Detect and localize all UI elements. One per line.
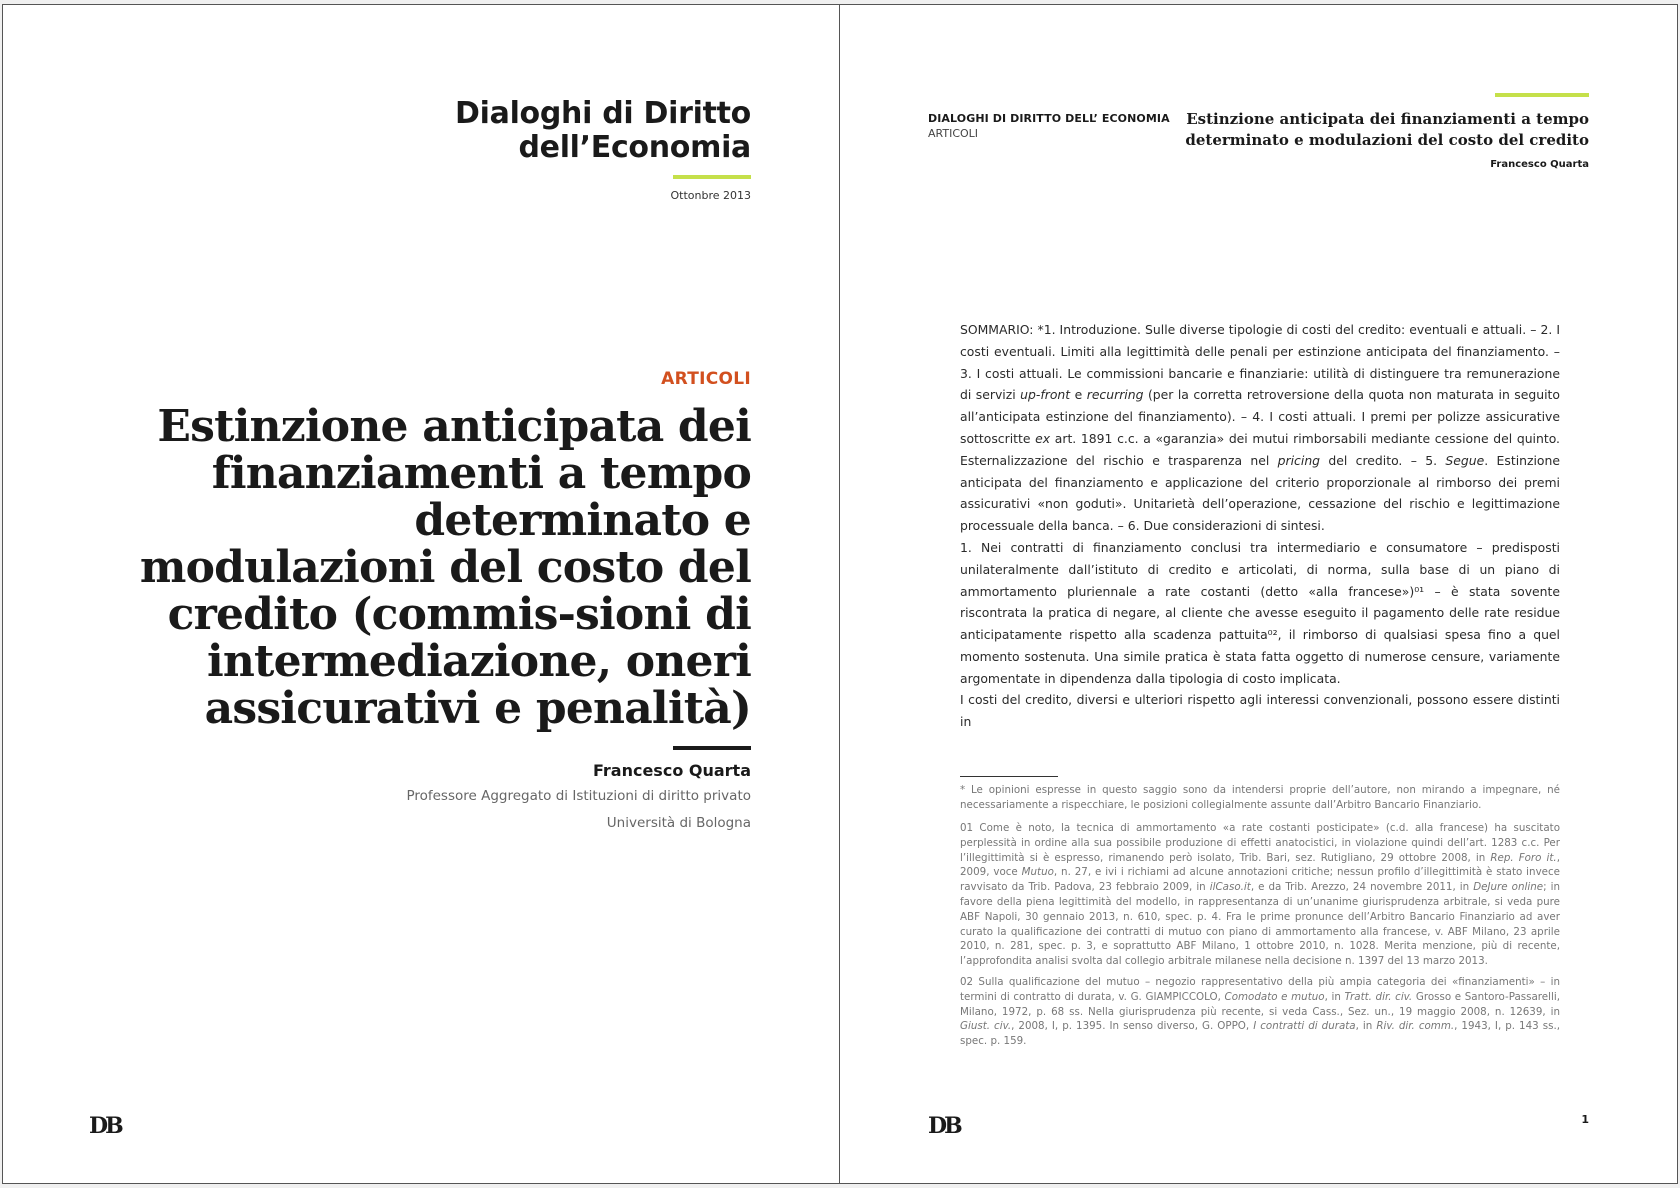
- section-label: ARTICOLI: [661, 369, 751, 389]
- running-section: ARTICOLI: [928, 127, 979, 140]
- article-title: Estinzione anticipata dei finanziamenti a tempo determinato e modulazioni del costo del credito (commis-sioni di intermediazione, oneri assicurativi e penalità): [139, 401, 751, 734]
- footnote-02: 02 Sulla qualificazione del mutuo – negozio rappresentativo della più ampia categoria dei «finanziamenti» – in termini di contratto di durata, v. G. GIAMPICCOLO, Comodato e mutuo, in Tratt. dir. civ. Grosso e Santoro-Passarelli, Milano, 1972, p. 68 ss. Nella giurisprudenza più recente, si veda Cass., Sez. un., 19 maggio 2008, n. 12639, in Giust. civ., 2008, I, p. 1395. In senso diverso, G. OPPO, I contratti di durata, in Riv. dir. comm., 1943, I, p. 143 ss., spec. p. 159.: [960, 976, 1560, 1048]
- footnote-star: * Le opinioni espresse in questo saggio sono da intendersi proprie dell’autore, non mirando a impegnare, né necessariamente a rispecchiare, le posizioni collegialmente assunte dall’Arbitro Bancario Finanziario.: [960, 784, 1560, 811]
- page-number: 1: [1581, 1113, 1589, 1126]
- author-divider: [673, 746, 751, 750]
- issue-date: Ottonbre 2013: [670, 189, 751, 202]
- author-name: Francesco Quarta: [592, 761, 751, 780]
- summary: SOMMARIO: *1. Introduzione. Sulle diverse tipologie di costi del credito: eventuali e attuali. – 2. I costi eventuali. Limiti alla legittimità delle penali per estinzione anticipata del finanziamento. – 3. I costi attuali. Le commissioni bancarie e finanziarie: utilità di distinguere tra remunerazione di servizi up-front e recurring (per la corretta retroversione della quota non maturata in seguito all’anticipata estinzione del finanziamento). – 4. I costi attuali. I premi per polizze assicurative sottoscritte ex art. 1891 c.c. a «garanzia» dei mutui rimborsabili mediante cessione del quinto. Esternalizzazione del rischio e trasparenza nel pricing del credito. – 5. Segue. Estinzione anticipata del finanziamento e applicazione del criterio proporzionale al rimborso dei premi assicurativi «non goduti». Unitarietà dell’operazione, cessazione del rischio e legittimazione processuale della banca. – 6. Due considerazioni di sintesi.: [960, 322, 1560, 534]
- db-logo: DB: [928, 1113, 960, 1139]
- running-title-line1: Estinzione anticipata dei finanziamenti a tempo: [1186, 110, 1589, 128]
- running-title-line2: determinato e modulazioni del costo del credito: [1185, 131, 1589, 149]
- journal-title: [351, 97, 751, 165]
- left-page: [2, 4, 840, 1184]
- running-title: [1169, 109, 1589, 151]
- db-logo: DB: [89, 1113, 121, 1139]
- author-role: Professore Aggregato di Istituzioni di diritto privato: [406, 788, 751, 804]
- right-page: [839, 4, 1678, 1184]
- author-university: Università di Bologna: [606, 815, 751, 831]
- accent-bar: [673, 175, 751, 179]
- accent-bar: [1495, 93, 1589, 97]
- footnote-01: 01 Come è noto, la tecnica di ammortamento «a rate costanti posticipate» (c.d. alla francese) ha suscitato perplessità in ordine alla sua possibile produzione di effetti anatocistici, in violazione quindi dell’art. 1283 c.c. Per l’illegittimità si è espresso, rimanendo però isolato, Trib. Bari, sez. Rutigliano, 29 ottobre 2008, in Rep. Foro it., 2009, voce Mutuo, n. 27, e ivi i richiami ad alcune annotazioni critiche; nessun profilo d’illegittimità è stato invece ravvisato da Trib. Padova, 23 febbraio 2009, in ilCaso.it, e da Trib. Arezzo, 24 novembre 2011, in DeJure online; in favore della piena legittimità del modello, in rappresentanza di un’unanime giurisprudenza arbitrale, si veda pure ABF Napoli, 30 gennaio 2013, n. 610, spec. p. 4. Fra le prime pronunce dell’Arbitro Bancario Finanziario ad aver curato la qualificazione dei contratti di mutuo con piano di ammortamento alla francese, v. ABF Milano, 23 aprile 2010, n. 281, spec. p. 3, e soprattutto ABF Milano, 1 ottobre 2010, n. 1028. Merita menzione, più di recente, l’approfondita analisi svolta dal collegio arbitrale milanese nella decisione n. 1397 del 13 marzo 2013.: [960, 822, 1560, 968]
- body-paragraph-2: I costi del credito, diversi e ulteriori rispetto agli interessi convenzionali, possono essere distinti in: [960, 692, 1560, 729]
- body-paragraph-1: 1. Nei contratti di finanziamento conclusi tra intermediario e consumatore – predisposti unilateralmente dall’istituto di credito e articolati, di norma, sulla base di un piano di ammortamento pluriennale a rate costanti (detto «alla francese»)⁰¹ – è stata sovente riscontrata la pratica di negare, al cliente che avesse eseguito il pagamento delle rate residue anticipatamente rispetto alla scadenza pattuita⁰², il rimborso di qualsiasi spesa fino a quel momento sostenuta. Una simile pratica è stata fatta oggetto di numerose censure, variamente argomentate in dipendenza dalla tipologia di costo implicata.: [960, 540, 1560, 686]
- running-journal: DIALOGHI DI DIRITTO DELL’ ECONOMIA: [928, 112, 1170, 125]
- running-header-left: [928, 111, 1170, 141]
- journal-title-line1: Dialoghi di Diritto: [455, 96, 751, 131]
- journal-title-line2: dell’Economia: [518, 130, 751, 165]
- running-author: Francesco Quarta: [1490, 159, 1589, 170]
- footnote-rule: [960, 776, 1058, 777]
